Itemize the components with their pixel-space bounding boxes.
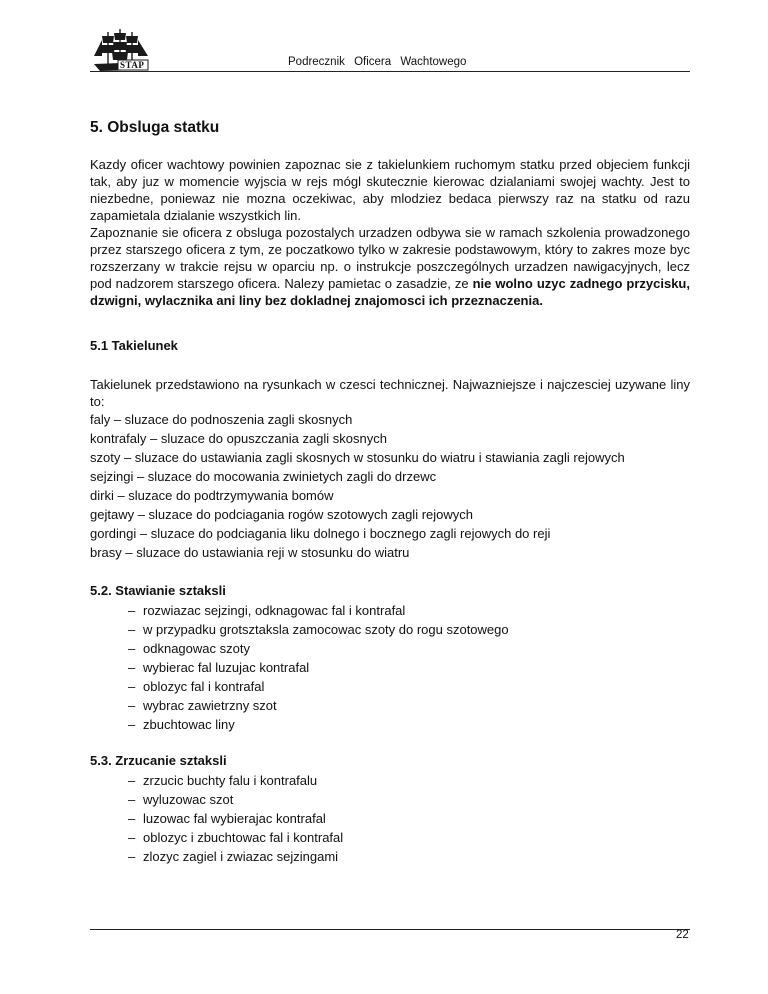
- list-item: – w przypadku grotsztaksla zamocowac szoty do rogu szotowego: [128, 622, 509, 637]
- dash-bullet: –: [128, 811, 136, 826]
- list-item: – odknagowac szoty: [128, 641, 250, 656]
- section-5-1-title: 5.1 Takielunek: [90, 338, 178, 353]
- dash-bullet: –: [128, 849, 136, 864]
- list-item: – wybrac zawietrzny szot: [128, 698, 277, 713]
- lowering-staysails-steps: [90, 771, 690, 866]
- dash-bullet: –: [128, 641, 136, 656]
- rigging-lines-list: [90, 410, 690, 562]
- dash-bullet: –: [128, 717, 136, 732]
- list-item: – oblozyc fal i kontrafal: [128, 679, 265, 694]
- list-item: – wyluzowac szot: [128, 792, 234, 807]
- section-5-2-title: 5.2. Stawianie sztaksli: [90, 583, 226, 598]
- intro-paragraph-1: Kazdy oficer wachtowy powinien zapoznac sie z takielunkiem ruchomym statku przed objeciem funkcji tak, aby juz w momencie wyjscia w rejs mógl skutecznie kierowac dzialaniami swojej wachty. Jest to niezbedne, poniewaz nie mozna oczekiwac, aby mlodziez bedaca pierwszy raz na statku od razu zapamietala dzialanie wszystkich lin.: [90, 157, 690, 223]
- list-item: – zlozyc zagiel i zwiazac sejzingami: [128, 849, 339, 864]
- dash-bullet: –: [128, 792, 136, 807]
- rigging-line: kontrafaly – sluzace do opuszczania zagli skosnych: [90, 431, 387, 446]
- page-content: [90, 118, 690, 866]
- intro-paragraph-2-bold: nie wolno uzyc zadnego przycisku, dzwigni, wylacznika ani liny bez dokladnej znajomosci ich przeznaczenia.: [90, 276, 690, 308]
- rigging-line: faly – sluzace do podnoszenia zagli skosnych: [90, 412, 353, 427]
- intro-paragraph-2-text: Zapoznanie sie oficera z obsluga pozostalych urzadzen odbywa sie w ramach szkolenia prowadzonego przez starszego oficera z tym, ze poczatkowo tylko w zakresie podstawowym, który to zakres moze byc rozszerzany w trakcie rejsu w oparciu np. o instrukcje poszczególnych urzadzen nawigacyjnych, lecz pod nadzorem starszego oficera. Nalezy pamietac o zasadzie, ze: [90, 225, 690, 291]
- section-5-3-title: 5.3. Zrzucanie sztaksli: [90, 753, 227, 768]
- rigging-line: gejtawy – sluzace do podciagania rogów szotowych zagli rejowych: [90, 507, 473, 522]
- list-item: – zbuchtowac liny: [128, 717, 235, 732]
- dash-bullet: –: [128, 679, 136, 694]
- list-item: – oblozyc i zbuchtowac fal i kontrafal: [128, 830, 344, 845]
- list-item: – rozwiazac sejzingi, odknagowac fal i kontrafal: [128, 603, 406, 618]
- header-title: Podrecznik Oficera Wachtowego: [288, 56, 467, 68]
- section-5-1-intro: Takielunek przedstawiono na rysunkach w czesci technicznej. Najwazniejsze i najczesciej uzywane liny to:: [90, 377, 690, 409]
- page-number: 22: [676, 929, 689, 941]
- rigging-line: sejzingi – sluzace do mocowania zwinietych zagli do drzewc: [90, 469, 437, 484]
- rigging-line: brasy – sluzace do ustawiania reji w stosunku do wiatru: [90, 545, 410, 560]
- list-item: – zrzucic buchty falu i kontrafalu: [128, 773, 318, 788]
- footer-divider: [90, 929, 690, 930]
- list-item: – wybierac fal luzujac kontrafal: [128, 660, 310, 675]
- chapter-title: 5. Obsluga statku: [90, 119, 220, 136]
- dash-bullet: –: [128, 830, 136, 845]
- list-item: – luzowac fal wybierajac kontrafal: [128, 811, 326, 826]
- dash-bullet: –: [128, 773, 136, 788]
- logo-text: STAP: [120, 60, 145, 70]
- stap-logo: [90, 26, 152, 74]
- dash-bullet: –: [128, 698, 136, 713]
- setting-staysails-steps: [90, 601, 690, 734]
- dash-bullet: –: [128, 603, 136, 618]
- dash-bullet: –: [128, 622, 136, 637]
- rigging-line: gordingi – sluzace do podciagania liku dolnego i bocznego zagli rejowych do reji: [90, 526, 551, 541]
- rigging-line: dirki – sluzace do podtrzymywania bomów: [90, 488, 334, 503]
- intro-paragraph-2: [90, 224, 690, 309]
- rigging-line: szoty – sluzace do ustawiania zagli skosnych w stosunku do wiatru i stawiania zagli rejowych: [90, 450, 625, 465]
- dash-bullet: –: [128, 660, 136, 675]
- header-divider: [90, 71, 690, 72]
